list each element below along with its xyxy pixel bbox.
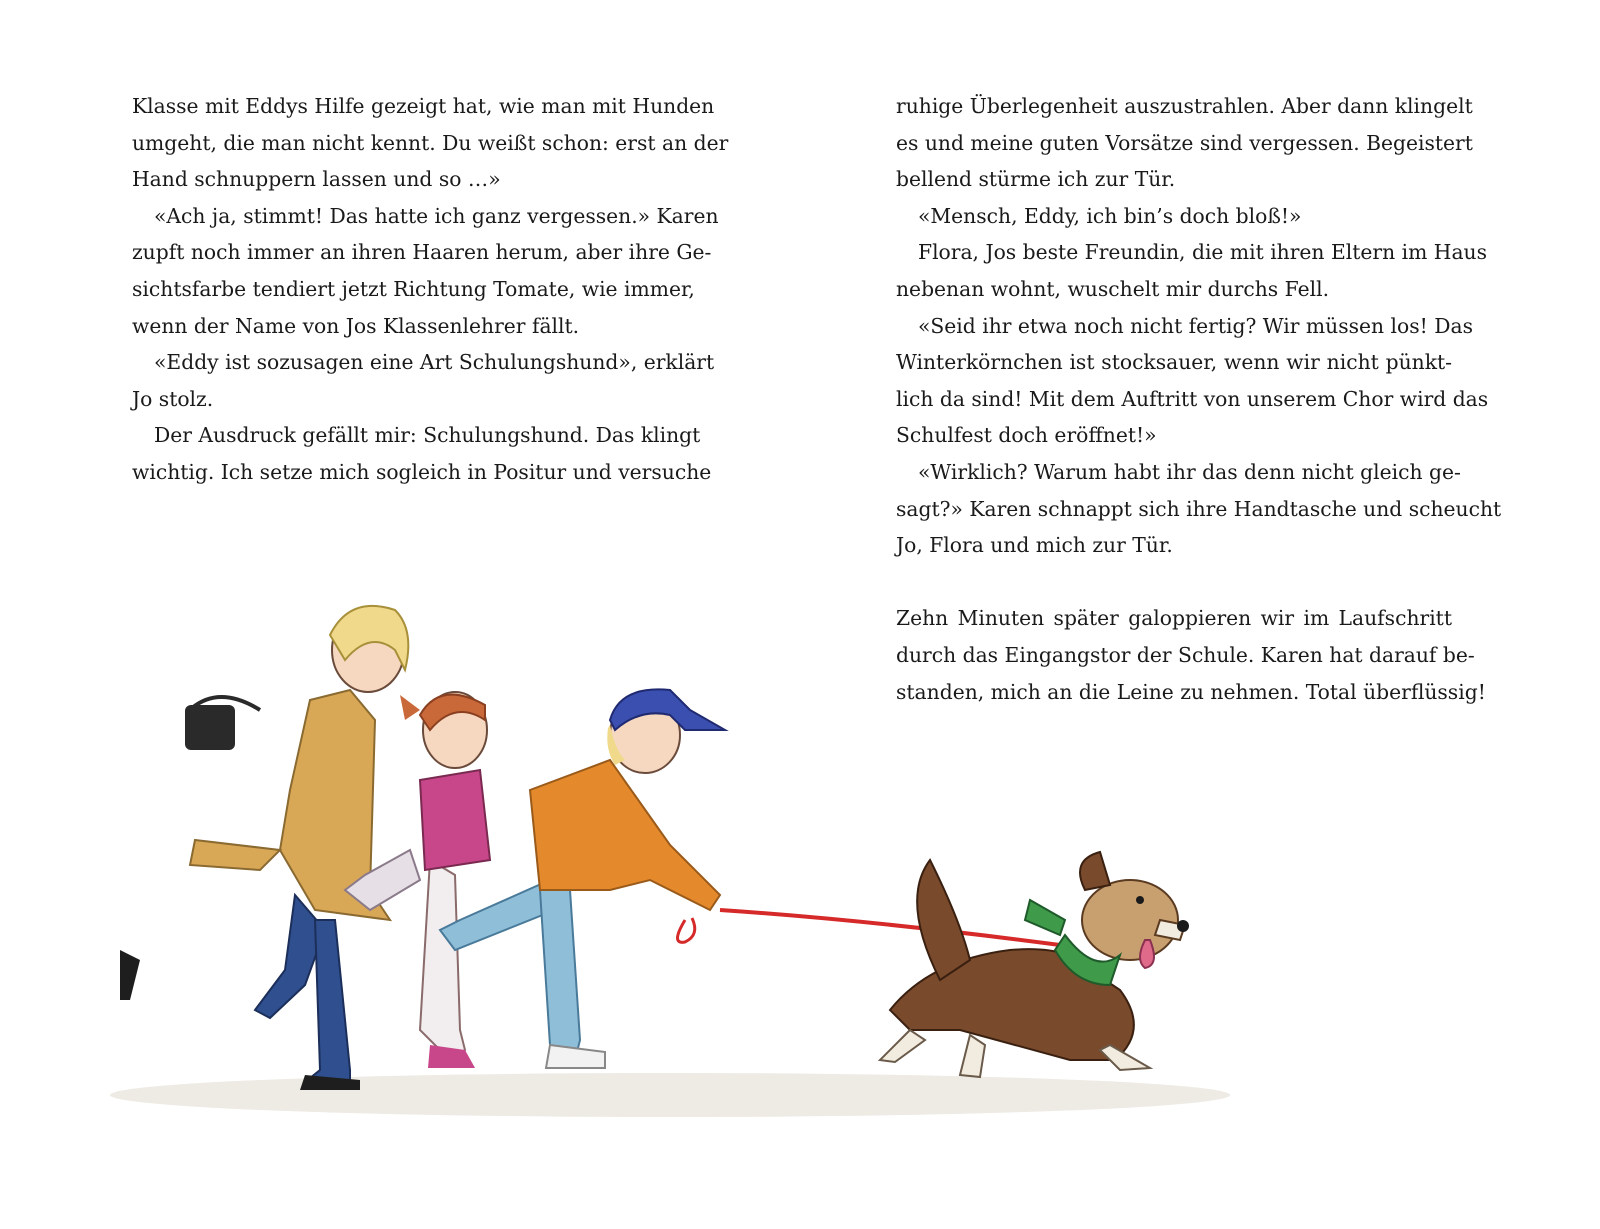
right-page-text-line: nebenan wohnt, wuschelt mir durchs Fell. — [896, 276, 1330, 301]
right-page-text-line: «Mensch, Eddy, ich bin’s doch bloß!» — [918, 203, 1302, 228]
left-text-column — [132, 88, 729, 491]
right-page-text-line: durch das Eingangstor der Schule. Karen hat darauf be- — [896, 642, 1475, 667]
right-page-text-line: ruhige Überlegenheit auszustrahlen. Aber dann klingelt — [896, 94, 1473, 118]
left-page-text-line: Hand schnuppern lassen und so …» — [132, 167, 501, 192]
right-page-text-line: sagt?» Karen schnappt sich ihre Handtasche und scheucht — [896, 496, 1502, 521]
right-page-text-line: Winterkörnchen ist stocksauer, wenn wir nicht pünkt- — [896, 350, 1452, 375]
left-page-text-line: zupft noch immer an ihren Haaren herum, aber ihre Ge- — [132, 240, 712, 265]
left-page-text-line: wenn der Name von Jos Klassenlehrer fällt. — [132, 313, 580, 338]
running-family-dog-illustration — [110, 590, 1260, 1190]
right-page-text-line: bellend stürme ich zur Tür. — [896, 167, 1176, 192]
right-page-text-line: Jo, Flora und mich zur Tür. — [896, 533, 1173, 558]
right-page-text-line: «Seid ihr etwa noch nicht fertig? Wir müssen los! Das — [918, 313, 1474, 338]
right-page-text-line: Zehn Minuten später galoppieren wir im Laufschritt — [896, 606, 1452, 631]
left-page-text-line: «Eddy ist sozusagen eine Art Schulungshund», erklärt — [154, 350, 715, 375]
left-page-text-line: sichtsfarbe tendiert jetzt Richtung Tomate, wie immer, — [132, 276, 695, 301]
left-page-text-line: Der Ausdruck gefällt mir: Schulungshund. Das klingt — [154, 423, 701, 448]
handbag — [185, 705, 235, 750]
right-page-text-line: standen, mich an die Leine zu nehmen. Total überflüssig! — [896, 679, 1486, 704]
ground-shadow — [110, 1073, 1230, 1117]
left-page-text-line: «Ach ja, stimmt! Das hatte ich ganz vergessen.» Karen — [154, 203, 719, 228]
left-page-text-line: Jo stolz. — [132, 386, 214, 411]
right-page-text-line: Flora, Jos beste Freundin, die mit ihren Eltern im Haus — [918, 240, 1488, 265]
left-page-text-line: Klasse mit Eddys Hilfe gezeigt hat, wie man mit Hunden — [132, 94, 715, 118]
dog-figure — [880, 852, 1189, 1077]
left-page-text-line: umgeht, die man nicht kennt. Du weißt schon: erst an der — [132, 130, 729, 155]
right-page-text-line: es und meine guten Vorsätze sind vergessen. Begeistert — [896, 130, 1473, 155]
left-page-text-line: wichtig. Ich setze mich sogleich in Positur und versuche — [132, 459, 712, 484]
right-page-text-line: Schulfest doch eröffnet!» — [896, 423, 1157, 448]
right-page-text-line: «Wirklich? Warum habt ihr das denn nicht gleich ge- — [918, 459, 1461, 484]
woman-figure — [120, 606, 408, 1090]
right-page-text-line: lich da sind! Mit dem Auftritt von unserem Chor wird das — [896, 386, 1489, 411]
leash — [720, 910, 1060, 945]
